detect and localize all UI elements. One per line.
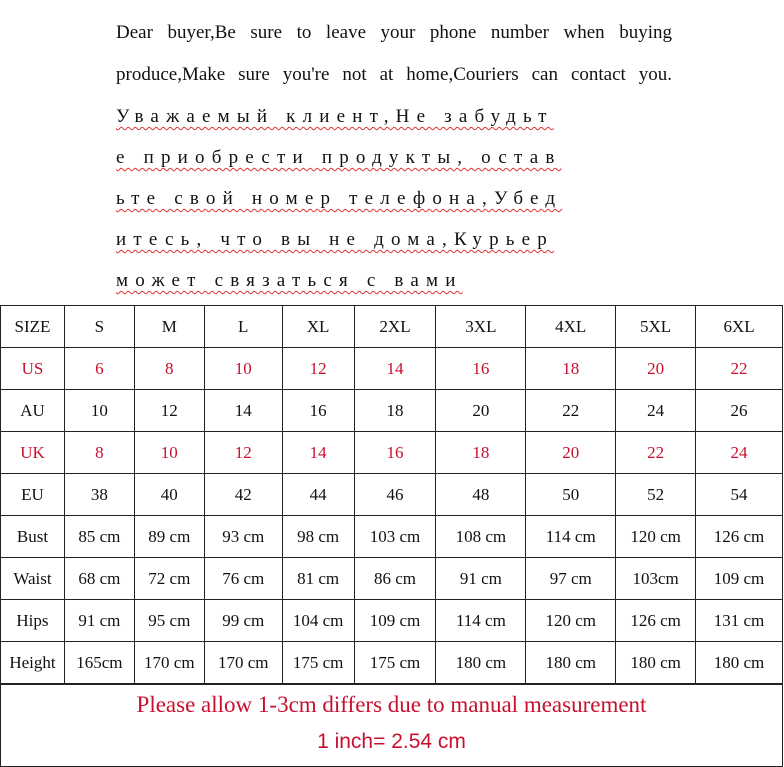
size-cell: XL xyxy=(282,306,354,348)
size-cell: 126 cm xyxy=(616,600,696,642)
size-cell: 38 xyxy=(64,474,134,516)
size-cell: 12 xyxy=(134,390,204,432)
size-cell: 40 xyxy=(134,474,204,516)
size-cell: 99 cm xyxy=(204,600,282,642)
size-cell: 2XL xyxy=(354,306,436,348)
size-cell: 126 cm xyxy=(696,516,783,558)
inch-conversion-text: 1 inch= 2.54 cm xyxy=(317,730,466,753)
size-cell: 5XL xyxy=(616,306,696,348)
size-cell: 93 cm xyxy=(204,516,282,558)
row-label-cell: AU xyxy=(1,390,65,432)
size-cell: 20 xyxy=(616,348,696,390)
size-cell: 98 cm xyxy=(282,516,354,558)
size-cell: 170 cm xyxy=(204,642,282,684)
buyer-notice xyxy=(116,12,672,301)
english-notice-line: Dear buyer,Be sure to leave your phone number when buying xyxy=(116,22,672,43)
row-label-cell: Hips xyxy=(1,600,65,642)
russian-notice-line: е приобрести продукты, остав xyxy=(116,147,562,168)
size-cell: 86 cm xyxy=(354,558,436,600)
size-row-height xyxy=(1,642,783,684)
size-row-au xyxy=(1,390,783,432)
size-row-hips xyxy=(1,600,783,642)
size-cell: 180 cm xyxy=(616,642,696,684)
size-cell: 44 xyxy=(282,474,354,516)
size-cell: 12 xyxy=(282,348,354,390)
size-row-uk xyxy=(1,432,783,474)
size-row-eu xyxy=(1,474,783,516)
size-row-us xyxy=(1,348,783,390)
size-cell: 8 xyxy=(64,432,134,474)
size-cell: 42 xyxy=(204,474,282,516)
size-cell: 46 xyxy=(354,474,436,516)
size-row-bust xyxy=(1,516,783,558)
size-row-waist xyxy=(1,558,783,600)
size-cell: 54 xyxy=(696,474,783,516)
size-cell: 22 xyxy=(616,432,696,474)
size-cell: 22 xyxy=(696,348,783,390)
size-cell: 103 cm xyxy=(354,516,436,558)
size-cell: 91 cm xyxy=(436,558,526,600)
size-cell: 20 xyxy=(436,390,526,432)
row-label-cell: Waist xyxy=(1,558,65,600)
size-cell: 4XL xyxy=(526,306,616,348)
size-cell: 10 xyxy=(204,348,282,390)
size-cell: 76 cm xyxy=(204,558,282,600)
size-cell: 6XL xyxy=(696,306,783,348)
size-cell: 10 xyxy=(64,390,134,432)
size-cell: 26 xyxy=(696,390,783,432)
size-chart-table xyxy=(0,305,783,684)
measurement-note xyxy=(0,684,783,767)
size-cell: 8 xyxy=(134,348,204,390)
size-cell: 109 cm xyxy=(696,558,783,600)
row-label-cell: Bust xyxy=(1,516,65,558)
row-label-cell: UK xyxy=(1,432,65,474)
size-cell: 114 cm xyxy=(436,600,526,642)
row-label-cell: Height xyxy=(1,642,65,684)
size-cell: 180 cm xyxy=(526,642,616,684)
size-cell: 14 xyxy=(282,432,354,474)
russian-notice-line: может связаться с вами xyxy=(116,270,463,291)
size-cell: 10 xyxy=(134,432,204,474)
size-cell: 12 xyxy=(204,432,282,474)
size-cell: 91 cm xyxy=(64,600,134,642)
russian-notice-line: итесь, что вы не дома,Курьер xyxy=(116,229,554,250)
size-cell: 175 cm xyxy=(282,642,354,684)
size-cell: 48 xyxy=(436,474,526,516)
size-cell: 175 cm xyxy=(354,642,436,684)
size-cell: 180 cm xyxy=(696,642,783,684)
size-cell: 81 cm xyxy=(282,558,354,600)
size-cell: 114 cm xyxy=(526,516,616,558)
size-cell: 120 cm xyxy=(616,516,696,558)
size-cell: 72 cm xyxy=(134,558,204,600)
size-cell: 50 xyxy=(526,474,616,516)
size-cell: 16 xyxy=(354,432,436,474)
size-cell: 3XL xyxy=(436,306,526,348)
english-notice-line: produce,Make sure you're not at home,Couriers can contact you. xyxy=(116,64,672,85)
size-cell: 6 xyxy=(64,348,134,390)
row-label-cell: US xyxy=(1,348,65,390)
size-cell: 14 xyxy=(204,390,282,432)
russian-notice-line: ьте свой номер телефона,Убед xyxy=(116,188,563,209)
size-cell: S xyxy=(64,306,134,348)
size-header-row xyxy=(1,306,783,348)
size-cell: 18 xyxy=(526,348,616,390)
size-cell: 18 xyxy=(354,390,436,432)
size-cell: 165cm xyxy=(64,642,134,684)
size-cell: 52 xyxy=(616,474,696,516)
size-cell: 95 cm xyxy=(134,600,204,642)
size-cell: 68 cm xyxy=(64,558,134,600)
size-cell: 104 cm xyxy=(282,600,354,642)
row-label-cell: EU xyxy=(1,474,65,516)
size-cell: 18 xyxy=(436,432,526,474)
size-cell: 131 cm xyxy=(696,600,783,642)
measurement-tolerance-text: Please allow 1-3cm differs due to manual measurement xyxy=(136,692,647,717)
size-cell: 109 cm xyxy=(354,600,436,642)
size-cell: M xyxy=(134,306,204,348)
size-cell: L xyxy=(204,306,282,348)
size-cell: 180 cm xyxy=(436,642,526,684)
size-cell: 22 xyxy=(526,390,616,432)
size-cell: 20 xyxy=(526,432,616,474)
size-cell: 85 cm xyxy=(64,516,134,558)
size-cell: 120 cm xyxy=(526,600,616,642)
size-cell: 24 xyxy=(616,390,696,432)
size-cell: 170 cm xyxy=(134,642,204,684)
size-cell: 14 xyxy=(354,348,436,390)
size-cell: 89 cm xyxy=(134,516,204,558)
size-cell: 24 xyxy=(696,432,783,474)
size-cell: 97 cm xyxy=(526,558,616,600)
size-cell: 108 cm xyxy=(436,516,526,558)
russian-notice-line: Уважаемый клиент,Не забудьт xyxy=(116,106,554,127)
size-cell: 16 xyxy=(282,390,354,432)
size-cell: 16 xyxy=(436,348,526,390)
size-cell: 103cm xyxy=(616,558,696,600)
row-label-cell: SIZE xyxy=(1,306,65,348)
